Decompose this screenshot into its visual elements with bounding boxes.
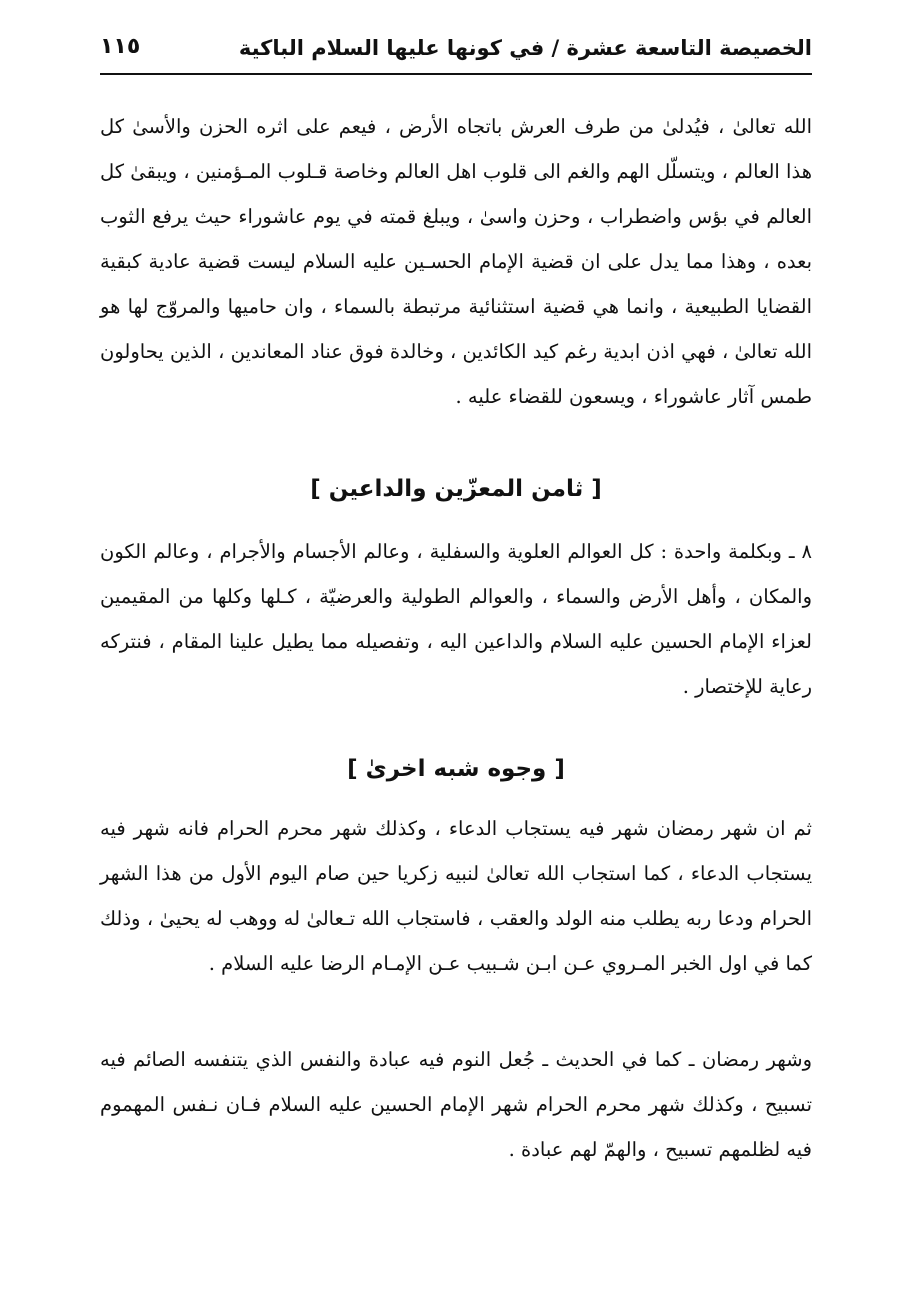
paragraph-1: الله تعالىٰ ، فيُدلىٰ من طرف العرش باتجاه الأرض ، فيعم على اثره الحزن والأسىٰ كل هذا العالم ، ويتسلّل الهم والغم الى قلوب اهل العالم وخاصة قـلوب المـؤمنين ، ويبقىٰ كل العالم في بؤس واضطراب ، وحزن واسىٰ ، ويبلغ قمته في يوم عاشوراء حيث يرفع الثوب بعده ، وهذا مما يدل على ان قضية الإمام الحسـين عليه السلام ليست قضية عادية كبقية القضايا الطبيعية ، وانما هي قضية استثنائية مرتبطة بالسماء ، وان حاميها والمروّج لها هو الله تعالىٰ ، فهي اذن ابدية رغم كيد الكائدين ، وخالدة فوق عناد المعاندين ، الذين يحاولون طمس آثار عاشوراء ، ويسعون للقضاء عليه .: [100, 115, 812, 408]
header-divider: [100, 73, 812, 75]
paragraph-3: ثم ان شهر رمضان شهر فيه يستجاب الدعاء ، وكذلك شهر محرم الحرام فانه شهر فيه يستجاب الدعاء ، كما استجاب الله تعالىٰ لنبيه زكريا حين صام اليوم الأول من هذا الشهر الحرام ودعا ربه يطلب منه الولد والعقب ، فاستجاب الله تـعالىٰ له ووهب له يحيىٰ ، وذلك كما في اول الخبر المـروي عـن ابـن شـبيب عـن الإمـام الرضا عليه السلام .: [100, 817, 812, 975]
section-heading-eighth: [ ثامن المعزّين والداعين ]: [310, 476, 602, 502]
running-header: [100, 30, 812, 74]
section-heading-other-similarities: [ وجوه شبه اخرىٰ ]: [347, 756, 565, 782]
paragraph-2: ٨ ـ وبكلمة واحدة : كل العوالم العلوية والسفلية ، وعالم الأجسام والأجرام ، وعالم الكون والمكان ، وأهل الأرض والسماء ، والعوالم الطولية والعرضيّة ، كـلها وكلها من المقيمين لعزاء الإمام الحسين عليه السلام والداعين اليه ، وتفصيله مما يطيل علينا المقام ، فنتركه رعاية للإختصار .: [100, 540, 812, 698]
paragraph-4: وشهر رمضان ـ كما في الحديث ـ جُعل النوم فيه عبادة والنفس الذي يتنفسه الصائم فيه تسبيح ، وكذلك شهر محرم الحرام شهر الإمام الحسين عليه السلام فـان نـفس المهموم فيه لظلمهم تسبيح ، والهمّ لهم عبادة .: [100, 1048, 812, 1161]
page-number: ١١٥: [100, 34, 141, 59]
running-title: الخصيصة التاسعة عشرة / في كونها عليها السلام الباكية: [238, 36, 812, 60]
